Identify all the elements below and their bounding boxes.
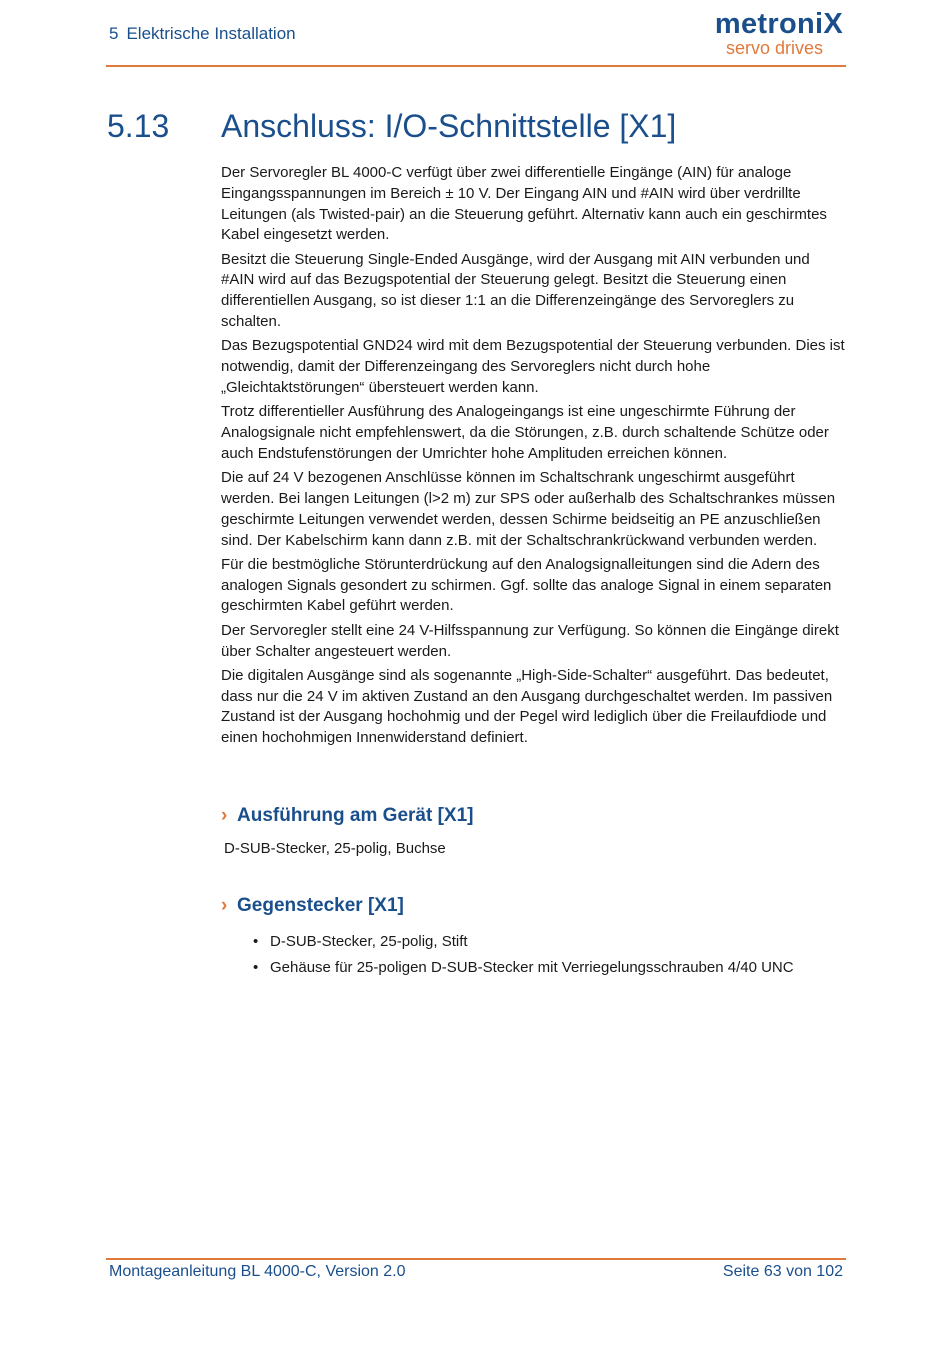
metronix-logo <box>703 8 843 58</box>
list-item <box>221 957 794 983</box>
logo-brand <box>715 8 843 41</box>
device-connector-heading-text: Ausführung am Gerät [X1] <box>237 805 474 826</box>
mating-connector-heading-text: Gegenstecker [X1] <box>237 895 404 916</box>
paragraph: Die digitalen Ausgänge sind als sogenannte „High-Side-Schalter“ ausgeführt. Das bedeutet, dass nur die 24 V im aktiven Zustand an den Ausgang durchgeschaltet werden. Im passiven Zustand ist der Ausgang hochohmig und der Pegel wird lediglich über die Freilaufdiode und einen hochohmigen Innenwiderstand definiert. <box>221 666 833 747</box>
paragraph: Das Bezugspotential GND24 wird mit dem Bezugspotential der Steuerung verbunden. Dies ist notwendig, damit der Differenzeingang des Servoreglers nicht durch hohe „Gleichtaktstörungen“ übersteuert werden kann. <box>221 337 845 396</box>
running-header <box>109 24 296 44</box>
footer-page-number: Seite 63 von 102 <box>722 1263 843 1280</box>
mating-connector-heading <box>221 895 404 917</box>
device-connector-text: D-SUB-Stecker, 25-polig, Buchse <box>224 840 446 857</box>
list-item <box>221 931 794 957</box>
paragraph: Der Servoregler BL 4000-C verfügt über zwei differentielle Eingänge (AIN) für analoge Eingangsspannungen im Bereich ± 10 V. Der Eingang AIN und #AIN wird über verdrillte Leitungen (als Twisted-pair) an die Steuerung geführt. Alternativ kann auch ein geschirmtes Kabel eingesetzt werden. <box>221 164 827 244</box>
footer-divider <box>106 1258 846 1260</box>
logo-brand-text: metroni <box>714 8 824 40</box>
list-item-text: D-SUB-Stecker, 25-polig, Stift <box>270 933 468 950</box>
body-text <box>221 163 846 753</box>
chevron-right-icon: › <box>221 895 228 916</box>
device-connector-heading <box>221 805 473 827</box>
paragraph: Besitzt die Steuerung Single-Ended Ausgänge, wird der Ausgang mit AIN verbunden und #AIN wird auf das Bezugspotential der Steuerung gelegt. Besitzt die Steuerung einen differentiellen Ausgang, so ist dieser 1:1 an die Differenzeingänge des Servoreglers zu schalten. <box>221 250 810 331</box>
chapter-number: 5 <box>109 24 119 43</box>
list-item-text: Gehäuse für 25-poligen D-SUB-Stecker mit Verriegelungsschrauben 4/40 UNC <box>270 959 794 976</box>
chevron-right-icon: › <box>221 805 228 826</box>
footer-document-title: Montageanleitung BL 4000-C, Version 2.0 <box>109 1263 406 1280</box>
header-divider <box>106 65 846 67</box>
section-heading: Anschluss: I/O-Schnittstelle [X1] <box>221 108 677 144</box>
mating-connector-list <box>221 931 794 983</box>
paragraph: Die auf 24 V bezogenen Anschlüsse können im Schaltschrank ungeschirmt ausgeführt werden. Bei langen Leitungen (l>2 m) zur SPS oder außerhalb des Schaltschrankes müssen geschirmte Leitungen verwendet werden, dessen Schirme beidseitig an PE anzuschließen sind. Der Kabelschirm kann dann z.B. mit der Schaltschrankrückwand verbunden werden. <box>221 469 836 549</box>
section-number: 5.13 <box>107 108 170 144</box>
paragraph: Trotz differentieller Ausführung des Analogeingangs ist eine ungeschirmte Führung der Analogsignale nicht empfehlenswert, da die Störungen, z.B. durch schaltende Schütze oder auch Endstufenstörungen der Umrichter hohe Amplituden erreichen können. <box>221 403 829 462</box>
bullet-icon: • <box>253 933 259 950</box>
paragraph: Der Servoregler stellt eine 24 V-Hilfsspannung zur Verfügung. So können die Eingänge direkt über Schalter angesteuert werden. <box>221 621 839 660</box>
logo-brand-x: X <box>823 8 843 40</box>
chapter-title: Elektrische Installation <box>126 24 296 43</box>
bullet-icon: • <box>253 959 259 976</box>
logo-tagline: servo drives <box>725 38 823 58</box>
section-title <box>107 108 676 145</box>
paragraph: Für die bestmögliche Störunterdrückung auf den Analogsignalleitungen sind die Adern des analogen Signals gesondert zu schirmen. Ggf. sollte das analoge Signal in einem separaten geschirmten Kabel geführt werden. <box>221 555 832 615</box>
